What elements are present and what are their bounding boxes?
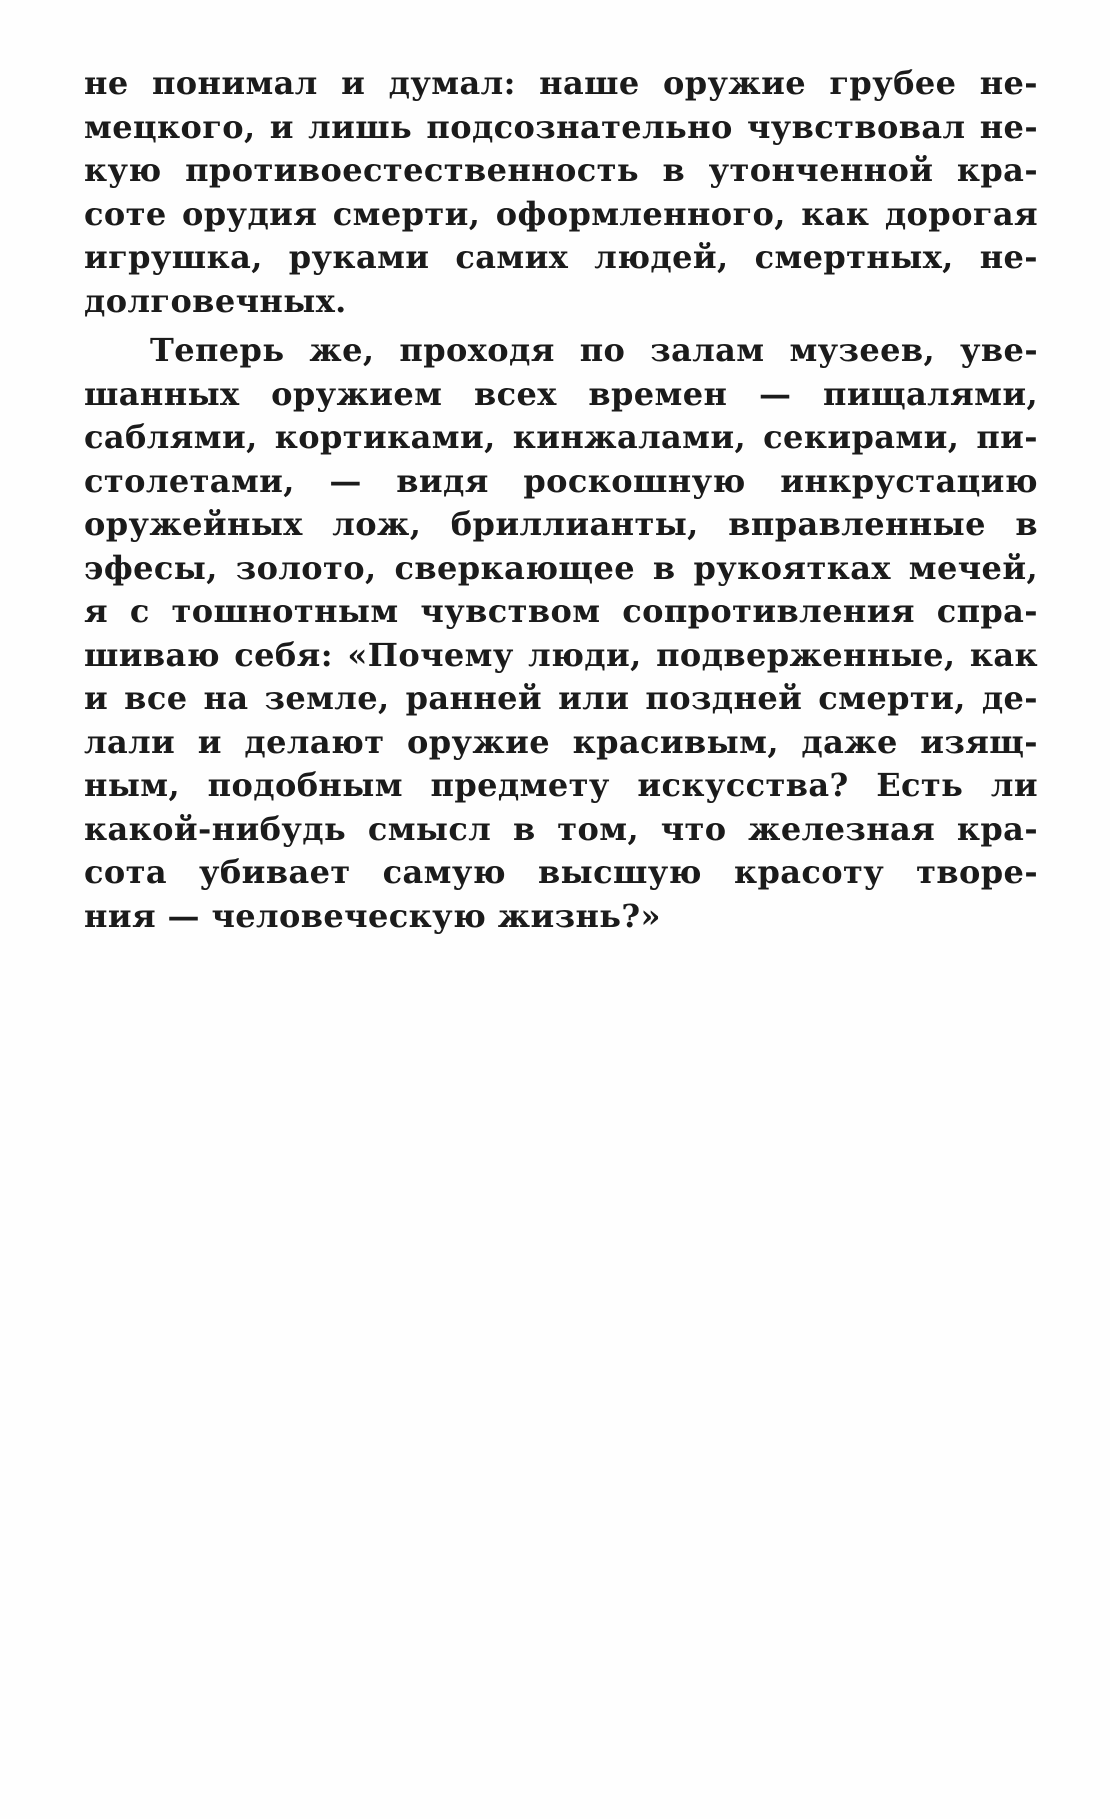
text-line: столетами, — видя роскошную инкрустацию <box>84 461 1038 500</box>
text-line: оружейных лож, бриллианты, вправленные в <box>84 505 1038 543</box>
text-line: не понимал и думал: наше оружие грубее не- <box>84 64 1038 102</box>
text-line: ным, подобным предмету искусства? Есть ли <box>84 766 1038 804</box>
text-line: соте орудия смерти, оформленного, как дорогая <box>84 194 1038 233</box>
text-line: я с тошнотным чувством сопротивления спра- <box>84 592 1038 630</box>
text-line: эфесы, золото, сверкающее в рукоятках мечей, <box>84 548 1038 587</box>
text-line: какой-нибудь смысл в том, что железная кра- <box>84 809 1038 848</box>
text-line: и все на земле, ранней или поздней смерти, де- <box>84 679 1038 717</box>
paragraph-1 <box>84 62 1038 323</box>
text-line: шанных оружием всех времен — пищалями, <box>84 374 1038 413</box>
text-line: саблями, кортиками, кинжалами, секирами, пи- <box>84 418 1038 456</box>
text-line: мецкого, и лишь подсознательно чувствовал не- <box>84 107 1038 146</box>
text-line: шиваю себя: «Почему люди, подверженные, как <box>84 635 1038 674</box>
text-line: сота убивает самую высшую красоту творе- <box>84 853 1038 891</box>
text-line: лали и делают оружие красивым, даже изящ- <box>84 722 1038 761</box>
text-line: долговечных. <box>84 281 347 320</box>
page-text <box>84 62 1038 938</box>
text-line: игрушка, руками самих людей, смертных, не- <box>84 238 1038 276</box>
text-line: Теперь же, проходя по залам музеев, уве- <box>150 331 1038 369</box>
text-line: ния — человеческую жизнь?» <box>84 896 661 935</box>
text-line: кую противоестественность в утонченной кра- <box>84 151 1038 189</box>
paragraph-2 <box>84 329 1038 938</box>
